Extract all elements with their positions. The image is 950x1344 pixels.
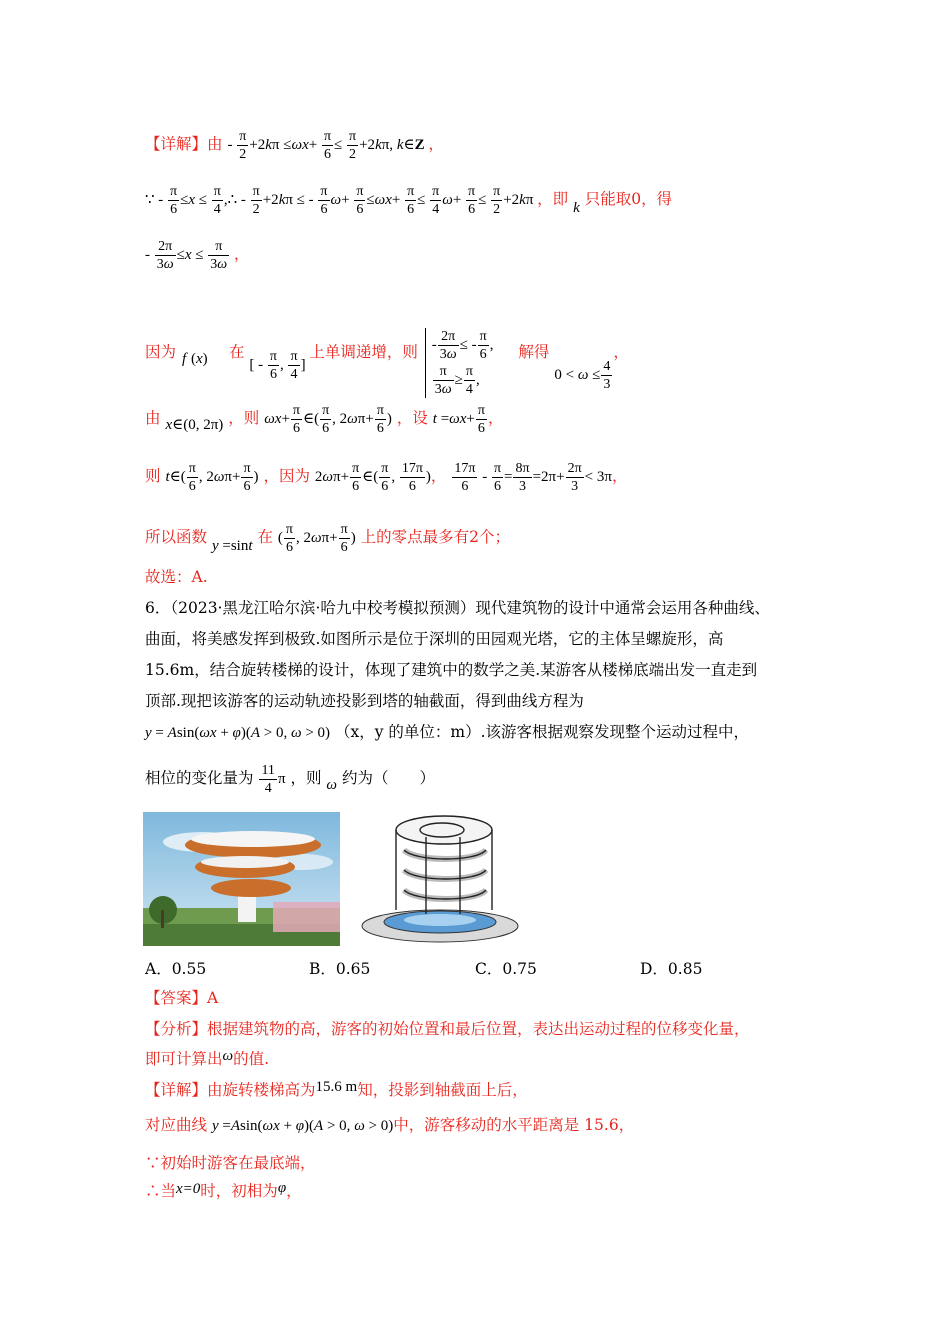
analysis-line-1: 【分析】根据建筑物的高，游客的初始位置和最后位置，表达出运动过程的位移变化量， — [145, 1020, 750, 1038]
l5-b: ，则 — [228, 408, 260, 427]
q6-line-3: 15.6m，结合旋转楼梯的设计，体现了建筑中的数学之美.某游客从楼梯底端出发一直走到 — [145, 661, 758, 679]
k-var: k — [573, 199, 580, 216]
choice-b[interactable]: B．0.65 — [309, 960, 371, 978]
height-value: 15.6 m — [315, 1079, 358, 1095]
l3-tail: ， — [233, 244, 250, 263]
phase-change: $\frac{11}{4}$ π — [261, 763, 286, 796]
curve-equation: y = Asin(ωx + φ)(A > 0, ω > 0) — [145, 725, 331, 741]
detail-line-7 — [145, 521, 510, 556]
choice-d[interactable]: D．0.85 — [640, 960, 703, 978]
analysis-2a: 即可计算出 — [145, 1050, 223, 1068]
detail-label: 【详解】由 — [145, 134, 223, 153]
inequality-2: ∵ - $\frac{\pi}{6}$ ≤x ≤ $\frac{\pi}{4}$ ,∴ - $\frac{\pi}{2}$ +2kπ ≤ - $\frac{\pi}{6}$ ω+ $\frac{\pi}{6}$ ≤ωx+ $\frac{\pi}{6}$ ≤ $\frac{\pi}{4}$ ω+ $\frac{\pi}{6}$ ≤ $\frac{\pi}{2}$ +2kπ — [145, 184, 538, 217]
l7-c: 上的零点最多有2个； — [360, 527, 511, 546]
l7-b: 在 — [257, 527, 273, 546]
detail-line-1: 【详解】由 - $\frac{\pi}{2}$ +2kπ ≤ωx+ $\frac{\pi}{6}$ ≤ $\frac{\pi}{2}$ +2kπ, k∈Z ， — [145, 129, 444, 162]
detail-line-3 — [145, 238, 249, 273]
q6-line-6-a: 相位的变化量为 — [145, 768, 254, 787]
omega-range: 0 < ω ≤ $\frac{4}{3}$ — [554, 359, 611, 393]
t-definition: t =ωx+ $\frac{\pi}{6}$ — [432, 403, 485, 436]
detail6-line-3: ∵初始时游客在最底端， — [145, 1154, 316, 1172]
l6-a: 则 — [145, 466, 161, 485]
choice-a[interactable]: A．0.55 — [145, 960, 207, 978]
length-calc: $\frac{17\pi}{6}$ - $\frac{\pi}{6}$ = $\frac{8\pi}{3}$ =2π+ $\frac{2\pi}{3}$ < 3π — [454, 461, 612, 494]
detail6-2a: 对应曲线 — [145, 1116, 208, 1134]
answer-pick-1: 故选：A. — [145, 568, 208, 586]
l2-end: 只能取0，得 — [584, 189, 673, 208]
analysis-2b: 的值. — [233, 1050, 270, 1068]
detail6-4d: ， — [286, 1182, 302, 1200]
q6-line-5-tail: （x，y 的单位：m）.该游客根据观察发现整个运动过程中， — [334, 723, 750, 741]
detail-line-2 — [145, 183, 672, 218]
inequality-3: - $\frac{2\pi}{3\omega}$ ≤x ≤ $\frac{\pi}{3\omega}$ — [145, 239, 228, 272]
l5-d: ， — [487, 408, 504, 427]
l5-c: ，设 — [396, 408, 428, 427]
answer-6: 【答案】A — [145, 989, 219, 1007]
q6-line-2: 曲面，将美感发挥到极致.如图所示是位于深圳的田园观光塔，它的主体呈螺旋形，高 — [145, 630, 724, 648]
detail6-line-2 — [145, 1114, 634, 1137]
detail-line-5 — [145, 402, 503, 437]
l4-d: 解得 — [518, 343, 550, 361]
t-range: t∈( $\frac{\pi}{6}$ , 2ωπ+ $\frac{\pi}{6}$ ) — [165, 461, 259, 494]
l4-e: ， — [613, 343, 629, 361]
system-of-inequalities: - $\frac{2\pi}{3\omega}$ ≤ - $\frac{\pi}{6}$ , $\frac{\pi}{3\omega}$ ≥ $\frac{\pi}{4}$ , — [425, 328, 494, 398]
omega-symbol-2: ω — [222, 1048, 234, 1064]
l2-tail: ，即 — [537, 189, 569, 208]
interval-2: ( $\frac{\pi}{6}$ , 2ωπ+ $\frac{\pi}{6}$ ) — [277, 522, 356, 555]
detail6-1c: 知，投影到轴截面上后， — [357, 1081, 528, 1099]
phi-symbol: φ — [277, 1180, 287, 1196]
l6-b: ，因为 — [263, 466, 310, 485]
choice-c[interactable]: C．0.75 — [475, 960, 537, 978]
detail6-4a: ∴当 — [145, 1182, 177, 1200]
q6-line-1: 6．（2023·黑龙江哈尔滨·哈九中校考模拟预测）现代建筑物的设计中通常会运用各种曲线、 — [145, 599, 770, 617]
spiral-staircase-diagram — [356, 810, 524, 946]
l4-c: 上单调递增，则 — [309, 343, 418, 361]
x-zero: x=0 — [176, 1181, 201, 1197]
q6-line-6 — [145, 762, 435, 797]
detail6-2b: 中，游客移动的水平距离是 15.6， — [393, 1116, 635, 1134]
l7-a: 所以函数 — [145, 527, 208, 546]
curve-equation-2: y =Asin(ωx + φ)(A > 0, ω > 0) — [211, 1118, 394, 1134]
detail6-line-4 — [145, 1180, 302, 1203]
omega-symbol: ω — [326, 776, 337, 793]
q6-line-6-b: ，则 — [290, 768, 322, 787]
detail6-1a: 【详解】由旋转楼梯高为 — [145, 1081, 316, 1099]
tower-photo — [143, 812, 340, 946]
detail-line-6 — [145, 460, 627, 495]
inequality-1: - $\frac{\pi}{2}$ +2kπ ≤ωx+ $\frac{\pi}{6}$ ≤ $\frac{\pi}{2}$ +2kπ, k∈Z — [227, 129, 425, 162]
upper-bound-range: 2ωπ+ $\frac{\pi}{6}$ ∈( $\frac{\pi}{6}$ , $\frac{17\pi}{6}$ ) — [314, 461, 431, 494]
q6-line-4: 顶部.现把该游客的运动轨迹投影到塔的轴截面，得到曲线方程为 — [145, 692, 584, 710]
phase-range: ωx+ $\frac{\pi}{6}$ ∈( $\frac{\pi}{6}$ , 2ωπ+ $\frac{\pi}{6}$ ) — [264, 403, 392, 436]
l6-d: ， — [611, 466, 628, 485]
l5-a: 由 — [145, 408, 161, 427]
l4-a: 因为 — [145, 343, 177, 361]
analysis-line-2 — [145, 1048, 269, 1071]
x-domain: x∈(0, 2π) — [165, 416, 224, 433]
detail6-line-1 — [145, 1079, 528, 1102]
interval-1: [ - $\frac{\pi}{6}$ , $\frac{\pi}{4}$ ] — [249, 349, 310, 383]
function-sin-t: y =sint — [211, 537, 253, 554]
l4-b: 在 — [228, 343, 245, 361]
f-arg: (x) — [191, 351, 208, 367]
q6-line-5 — [145, 721, 749, 744]
q6-line-6-c: 约为（ ） — [341, 768, 435, 787]
detail6-4c: 时，初相为 — [200, 1182, 278, 1200]
f-of-x: f — [182, 351, 187, 367]
detail-line-4 — [145, 318, 629, 397]
l6-c: ， — [430, 466, 447, 485]
